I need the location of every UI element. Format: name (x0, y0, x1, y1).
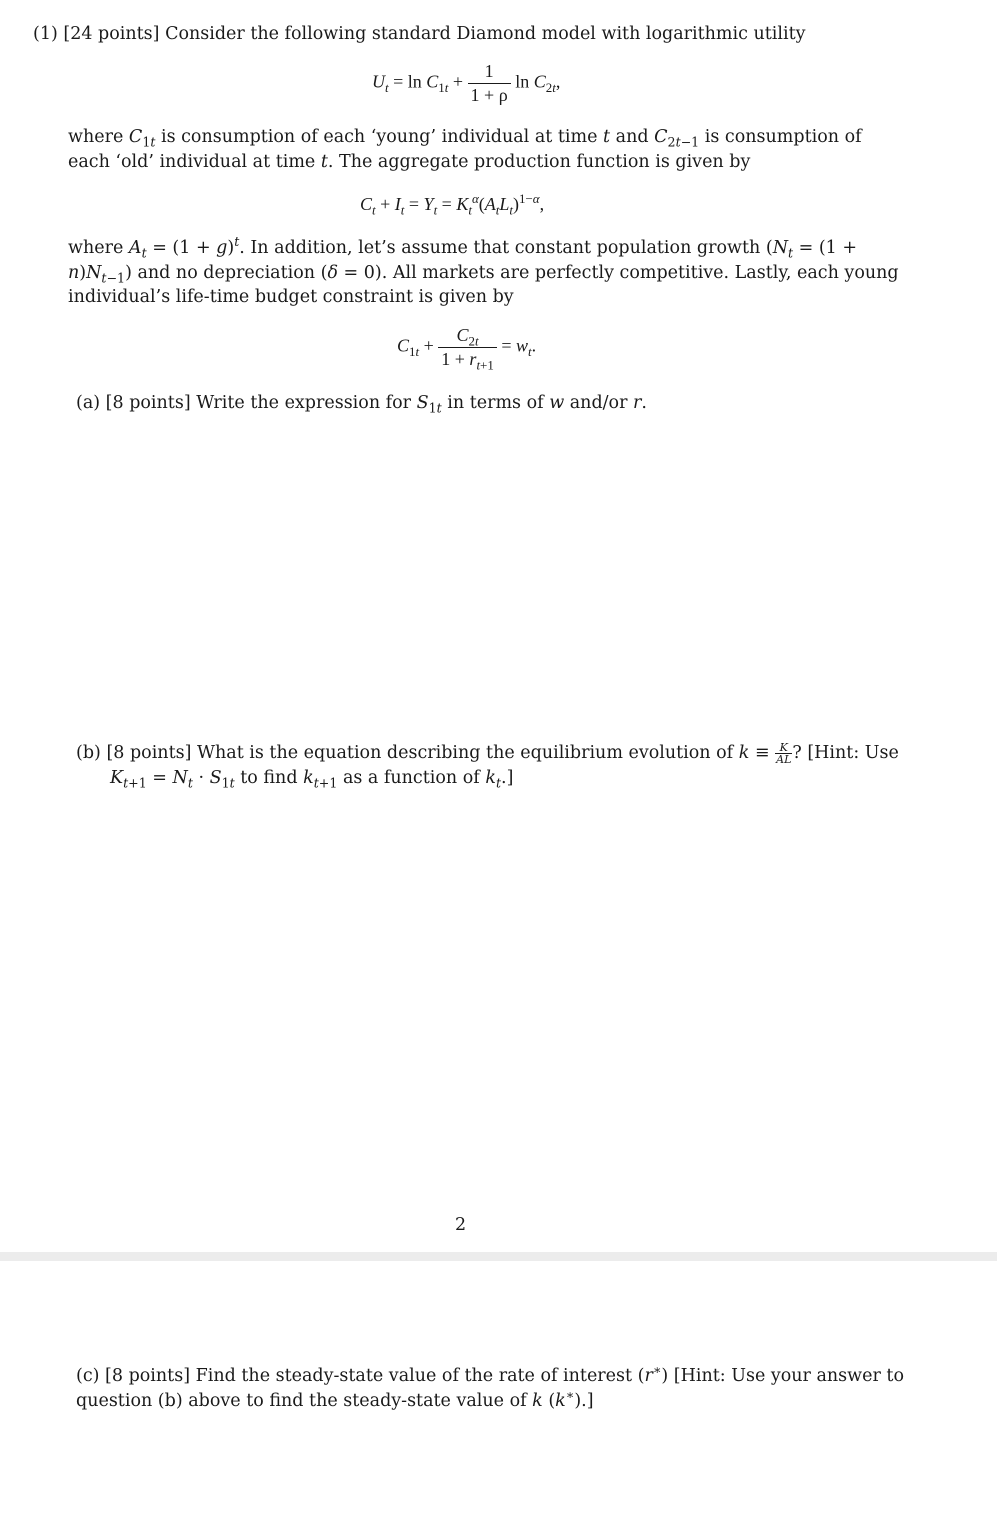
part-c-question: (c) [8 points] Find the steady-state value of the rate of interest (r∗) [Hint: Use your answer to question (b) above to find the steady-state value of k (k∗).] (76, 1362, 904, 1411)
problem-intro: Consider the following standard Diamond model with logarithmic utility (165, 24, 806, 44)
problem-number: (1) (33, 24, 58, 44)
part-b-question: (b) [8 points] What is the equation describing the equilibrium evolution of k ≡ $\frac{K}{AL}$ ? [Hint: Use $K_{t+1} = N_t \cdot S_{1t}$ to find $k_{t+1}$ as a function of $k_t$.] (76, 741, 899, 790)
page-number: 2 (455, 1215, 467, 1235)
part-a-question: (a) [8 points] Write the expression for $S_{1t}$ in terms of w and/or r. (76, 393, 647, 416)
page-separator (0, 1252, 997, 1261)
definition-paragraph-1: where $C_{1t}$ is consumption of each ‘young’ individual at time t and $C_{2t-1}$ is consumption of each ‘old’ individual at time t. The aggregate production function is given by (68, 127, 862, 172)
problem-heading (33, 22, 806, 46)
budget-constraint-equation: $C_{1t}$ + $\frac{C_{2t}}{1 + r_{t+1}}$ = $w_t$. (397, 325, 537, 373)
definition-paragraph-2: where $A_t = (1 + g)^t$. In addition, let’s assume that constant population growth $(N_t = (1 + n)N_{t-1})$ and no depreciation (δ = 0). All markets are perfectly competitive. Lastly, each young individual’s life-time budget constraint is given by (68, 234, 899, 307)
utility-equation: $U_t = \ln C_{1t}$ + $\frac{1}{1 + \rho}$ $\ln C_{2t}$, (372, 61, 561, 105)
problem-points: [24 points] (63, 24, 160, 44)
production-function-equation: $C_t + I_t = Y_t = K_t^\alpha(A_tL_t)^{1-\alpha}$, (360, 191, 545, 218)
